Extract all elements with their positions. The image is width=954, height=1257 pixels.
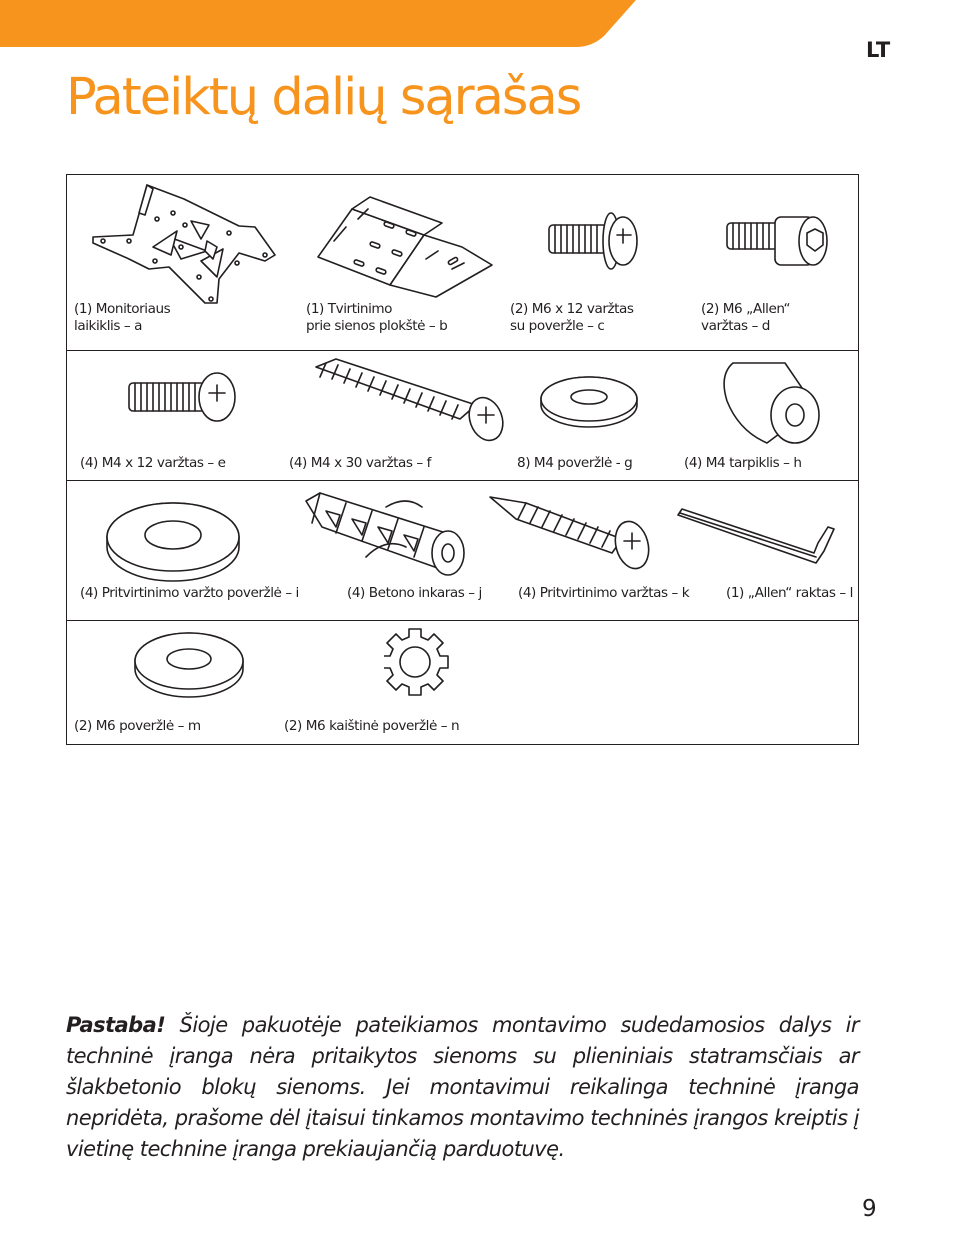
parts-table xyxy=(66,174,859,745)
page-title: Pateiktų dalių sąrašas xyxy=(66,68,581,127)
allen-bolt-icon xyxy=(723,211,833,277)
part-cell xyxy=(695,175,860,350)
large-washer-icon xyxy=(103,497,243,587)
part-label: (2) M6 kaištinė poveržlė – n xyxy=(284,718,460,734)
parts-row xyxy=(67,350,858,481)
part-label: (1) „Allen“ raktas – l xyxy=(726,585,853,601)
note-text: Šioje pakuotėje pateikiamos montavimo sudedamosios dalys ir techninė įranga nėra pritaikytos sienoms su plieniniais statramsčiais ar šlakbetonio blokų sienoms. Jei montavimui reikalinga techninė įranga nepridėta, prašome dėl įtaisui tinkamos montavimo techninės įrangos kreiptis į vietinę technine įranga prekiaujančią parduotuvę. xyxy=(66,1013,859,1161)
page-number: 9 xyxy=(862,1196,877,1222)
short-screw-icon xyxy=(125,371,245,435)
concrete-anchor-icon xyxy=(296,487,486,587)
note-lead: Pastaba! xyxy=(66,1013,166,1037)
part-label: (2) M6 x 12 varžtas su poveržle – c xyxy=(510,301,634,334)
allen-key-icon xyxy=(674,501,854,565)
part-cell xyxy=(280,621,510,746)
part-label: (4) M4 x 12 varžtas – e xyxy=(80,455,226,471)
lock-washer-icon xyxy=(384,625,450,699)
part-label: (1) Monitoriaus laikiklis – a xyxy=(74,301,171,334)
parts-row xyxy=(67,480,858,621)
language-code: LT xyxy=(866,38,891,62)
screw-with-washer-icon xyxy=(545,211,641,281)
part-cell xyxy=(282,351,507,481)
part-cell xyxy=(340,481,510,621)
part-cell xyxy=(67,175,300,350)
wall-plate-icon xyxy=(314,183,496,301)
note-paragraph xyxy=(66,1010,859,1165)
part-label: (2) M6 „Allen“ varžtas – d xyxy=(701,301,791,334)
lag-screw-icon xyxy=(486,493,656,573)
part-label: (4) Betono inkaras – j xyxy=(347,585,482,601)
part-label: (2) M6 poveržlė – m xyxy=(74,718,201,734)
part-label: (4) Pritvirtinimo varžtas – k xyxy=(518,585,690,601)
part-label: 8) M4 poveržlė - g xyxy=(517,455,633,471)
part-cell xyxy=(505,175,695,350)
part-label: (4) Pritvirtinimo varžto poveržlė – i xyxy=(80,585,299,601)
spacer-icon xyxy=(715,355,825,447)
part-label: (4) M4 x 30 varžtas – f xyxy=(289,455,431,471)
part-cell xyxy=(67,621,280,746)
monitor-bracket-icon xyxy=(89,181,279,307)
parts-row xyxy=(67,620,858,746)
parts-row xyxy=(67,175,858,350)
part-cell xyxy=(677,351,860,481)
m6-washer-icon xyxy=(129,627,249,703)
part-label: (1) Tvirtinimo prie sienos plokštė – b xyxy=(306,301,448,334)
part-cell xyxy=(67,351,282,481)
washer-icon xyxy=(535,373,645,429)
part-label: (4) M4 tarpiklis – h xyxy=(684,455,802,471)
top-banner xyxy=(0,0,954,50)
long-screw-icon xyxy=(310,357,510,443)
part-cell xyxy=(300,175,505,350)
part-cell xyxy=(507,351,677,481)
part-cell xyxy=(720,481,860,621)
